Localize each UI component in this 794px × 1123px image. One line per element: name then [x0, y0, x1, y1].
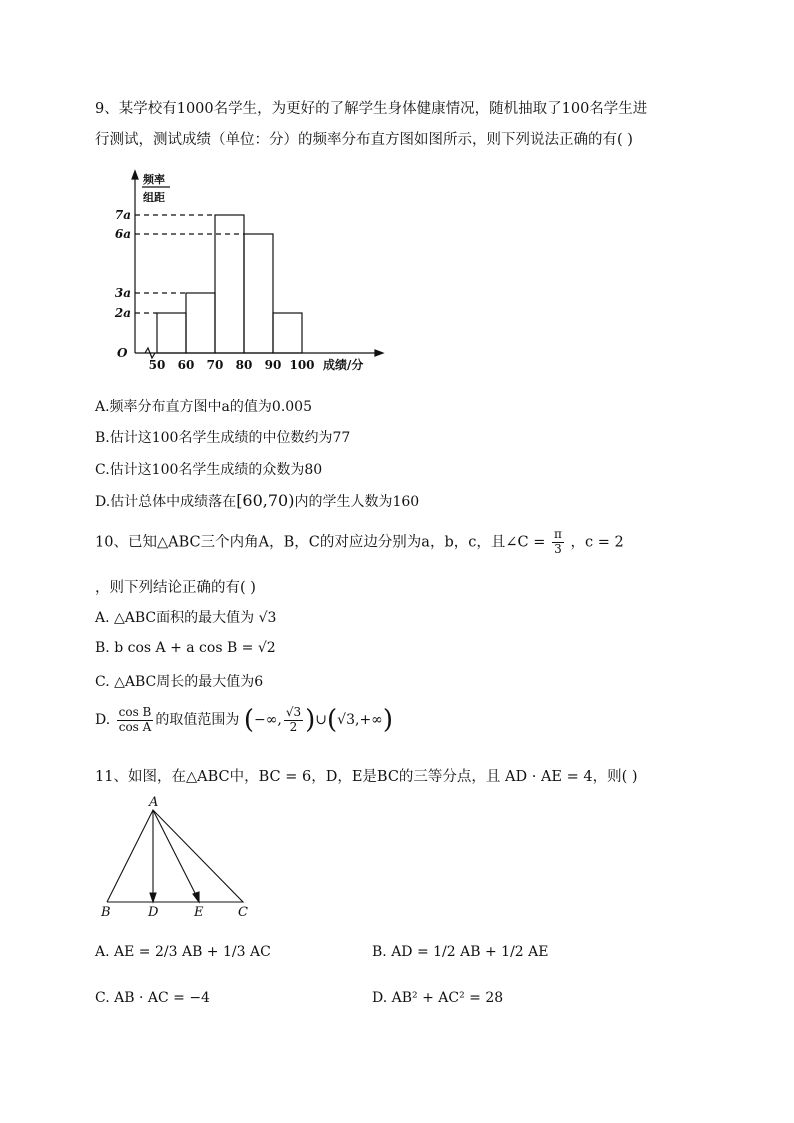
q10-three: 3 — [554, 541, 562, 556]
q9-stem-line2: 行测试，测试成绩（单位：分）的频率分布直方图如图所示，则下列说法正确的有( ) — [95, 132, 633, 148]
histogram-bar — [244, 234, 273, 353]
q11-stem: 11、如图，在△ABC中，BC = 6，D，E是BC的三等分点，且 AD · AE = 4，则( ) — [95, 769, 638, 785]
x-tick-label: 100 — [289, 358, 315, 372]
label-b: B — [101, 905, 111, 920]
q11-option-b: B. AD = 1/2 AB + 1/2 AE — [372, 944, 549, 960]
y-tick-label: 6a — [114, 227, 131, 241]
x-tick-label: 50 — [148, 358, 166, 372]
arrowhead-ae — [193, 892, 199, 902]
histogram-bar — [186, 293, 215, 353]
q9-option-d — [95, 491, 419, 511]
q11-option-c: C. AB · AC = −4 — [95, 990, 210, 1006]
q10-stem-text: 10、已知△ABC三个内角A，B，C的对应边分别为a，b，c，且∠C = — [95, 534, 546, 551]
x-axis-arrow — [375, 350, 383, 356]
q11-option-d: D. AB² + AC² = 28 — [372, 990, 504, 1006]
q10-pi: π — [553, 527, 562, 541]
q9-option-a: A.频率分布直方图中a的值为0.005 — [95, 399, 312, 415]
y-tick-label: 2a — [114, 306, 131, 320]
q10-option-a: A. △ABC面积的最大值为 √3 — [95, 610, 277, 626]
q10-option-d-mid: 的取值范围为 — [155, 712, 240, 728]
q10-stem-c: ，c = 2 — [570, 534, 624, 551]
x-tick-label: 60 — [177, 358, 195, 372]
y-tick-label: 3a — [114, 286, 131, 300]
q10-range-num: √3 — [285, 704, 302, 719]
x-tick-label: 80 — [235, 358, 253, 372]
q9-option-c: C.估计这100名学生成绩的众数为80 — [95, 462, 323, 478]
histogram-bar — [273, 313, 302, 353]
triangle-diagram — [95, 792, 265, 922]
label-d: D — [148, 905, 159, 920]
q9-option-d-text: D.估计总体中成绩落在 — [95, 494, 237, 510]
y-label-top: 频率 — [143, 173, 165, 186]
x-tick-label: 70 — [206, 358, 224, 372]
q10-option-d: D. $\frac{\text{cos B}}{\text{cos A}}$ 的取值范围为 (−∞, $\frac{√3}{2}$ )∪(√3,+∞) — [95, 704, 393, 735]
vector-ae — [153, 810, 197, 897]
q10-stem-line1 — [95, 528, 624, 557]
q10-union: ∪ — [315, 712, 328, 728]
y-tick-label: 7a — [114, 208, 131, 222]
label-a: A — [149, 795, 159, 810]
arrowhead-ad — [150, 893, 156, 902]
histogram-bar — [215, 215, 244, 353]
x-tick-label: 90 — [264, 358, 282, 372]
q10-cosb: cos B — [118, 704, 152, 719]
q10-range-b: √3,+∞ — [337, 712, 383, 728]
q9-stem-line1: 9、某学校有1000名学生，为更好的了解学生身体健康情况，随机抽取了100名学生进 — [95, 101, 648, 117]
q10-option-d-label: D. — [95, 712, 111, 728]
triangle-abc — [107, 810, 243, 902]
origin-label: O — [117, 346, 128, 360]
q9-option-d-tail: 内的学生人数为160 — [294, 494, 420, 510]
histogram-chart — [105, 165, 385, 375]
histogram-bar — [157, 313, 186, 353]
q9-option-b: B.估计这100名学生成绩的中位数约为77 — [95, 430, 351, 446]
q9-option-d-interval: [60,70) — [236, 491, 295, 510]
q10-cosa: cos A — [118, 719, 152, 734]
q10-option-b: B. b cos A + a cos B = √2 — [95, 640, 276, 656]
q10-range-a: −∞, — [254, 712, 282, 728]
label-c: C — [238, 905, 248, 920]
y-label-bottom: 组距 — [143, 191, 165, 204]
x-axis-label: 成绩/分 — [323, 358, 364, 372]
q10-range-den: 2 — [289, 719, 298, 734]
label-e: E — [194, 905, 204, 920]
q11-option-a: A. AE = 2/3 AB + 1/3 AC — [95, 944, 271, 960]
y-axis-arrow — [132, 171, 138, 179]
q10-option-c: C. △ABC周长的最大值为6 — [95, 674, 264, 690]
q10-stem-line2: ，则下列结论正确的有( ) — [95, 580, 256, 596]
